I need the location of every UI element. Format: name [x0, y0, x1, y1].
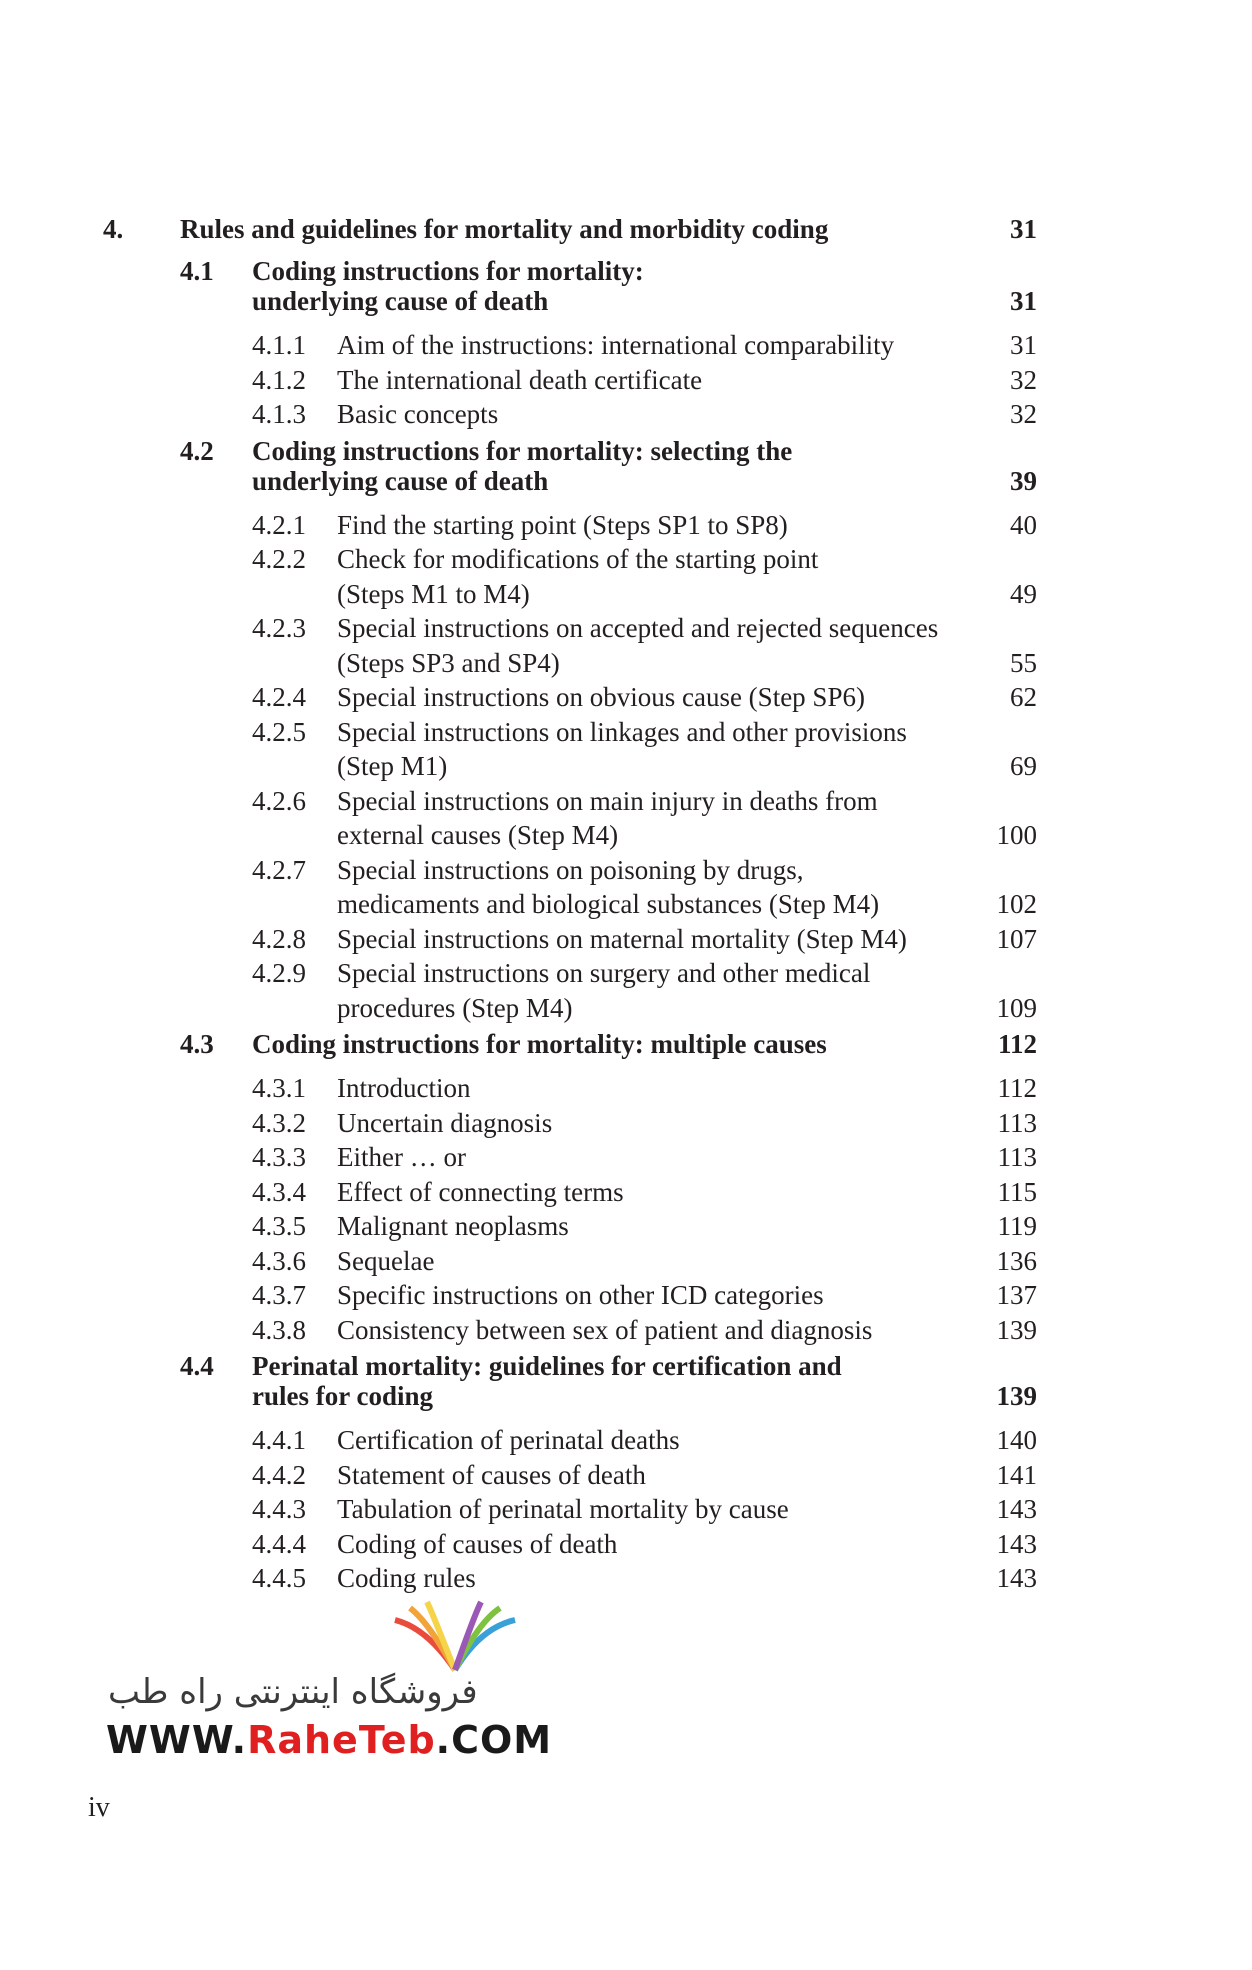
subsection-number: 4.3.6	[252, 1245, 306, 1276]
subsection-number: 4.3.2	[252, 1107, 306, 1138]
subsection-number: 4.4.3	[252, 1494, 306, 1524]
subsection-title: Effect of connecting terms	[337, 1176, 624, 1207]
subsection-page: 115	[997, 1176, 1037, 1207]
section-title: Coding instructions for mortality: selecting the	[252, 435, 793, 466]
subsection-title: Specific instructions on other ICD categories	[337, 1280, 824, 1310]
subsection-number: 4.1.1	[252, 330, 306, 360]
subsection-page: 143	[996, 1563, 1037, 1593]
watermark-persian-text: فروشگاه اینترنتی راه طب	[108, 1672, 478, 1712]
watermark-url-suffix: .COM	[435, 1718, 553, 1762]
section-number: 4.3	[180, 1029, 214, 1059]
section-title: Coding instructions for mortality:	[252, 256, 644, 286]
subsection-title: Special instructions on surgery and other medical	[337, 958, 871, 988]
subsection-title: Special instructions on poisoning by drugs,	[337, 854, 804, 885]
watermark-url-brand: RaheTeb	[247, 1718, 436, 1762]
subsection-title: Sequelae	[337, 1245, 435, 1276]
watermark-url	[106, 1718, 552, 1762]
subsection-page: 32	[1010, 399, 1037, 429]
subsection-title: Malignant neoplasms	[337, 1211, 569, 1241]
subsection-number: 4.4.2	[252, 1459, 306, 1490]
section-title: rules for coding	[252, 1381, 433, 1411]
subsection-number: 4.2.4	[252, 682, 306, 712]
subsection-title: external causes (Step M4)	[337, 820, 619, 850]
subsection-number: 4.3.5	[252, 1211, 306, 1241]
section-title: underlying cause of death	[252, 286, 549, 316]
subsection-page: 139	[996, 1314, 1037, 1345]
subsection-page: 100	[996, 820, 1037, 850]
subsection-title: Aim of the instructions: international comparability	[337, 330, 895, 360]
subsection-title: Statement of causes of death	[337, 1459, 646, 1490]
subsection-page: 40	[1010, 509, 1037, 540]
subsection-title: Special instructions on linkages and other provisions	[337, 716, 907, 747]
subsection-number: 4.1.2	[252, 364, 306, 395]
section-title: Coding instructions for mortality: multiple causes	[252, 1029, 827, 1059]
subsection-number: 4.4.5	[252, 1563, 306, 1593]
subsection-title: Basic concepts	[337, 399, 499, 429]
subsection-title: Tabulation of perinatal mortality by cause	[337, 1494, 789, 1524]
subsection-title: Coding of causes of death	[337, 1528, 618, 1559]
subsection-title: Special instructions on accepted and rejected sequences	[337, 613, 939, 643]
subsection-number: 4.1.3	[252, 399, 306, 429]
subsection-title: (Step M1)	[337, 751, 448, 781]
subsection-title: (Steps SP3 and SP4)	[337, 647, 560, 678]
subsection-title: Uncertain diagnosis	[337, 1107, 553, 1138]
subsection-page: 109	[996, 992, 1037, 1023]
subsection-page: 136	[996, 1245, 1037, 1276]
chapter-page: 31	[1010, 214, 1037, 244]
subsection-title: procedures (Step M4)	[337, 992, 573, 1023]
subsection-page: 102	[996, 889, 1037, 919]
section-title: underlying cause of death	[252, 465, 549, 496]
subsection-number: 4.3.1	[252, 1073, 306, 1103]
subsection-number: 4.2.5	[252, 716, 306, 747]
subsection-page: 69	[1010, 751, 1037, 781]
subsection-page: 31	[1010, 330, 1037, 360]
subsection-number: 4.2.2	[252, 544, 306, 574]
section-page: 139	[996, 1381, 1037, 1411]
subsection-title: Special instructions on main injury in deaths from	[337, 785, 878, 816]
subsection-number: 4.2.3	[252, 613, 306, 643]
subsection-page: 49	[1010, 578, 1037, 609]
subsection-number: 4.3.4	[252, 1176, 306, 1207]
section-page: 112	[997, 1029, 1037, 1059]
subsection-number: 4.2.9	[252, 958, 306, 988]
section-number: 4.1	[180, 256, 214, 286]
subsection-title: Check for modifications of the starting point	[337, 544, 819, 574]
watermark-url-prefix: WWW.	[106, 1718, 248, 1762]
chapter-number: 4.	[103, 214, 124, 244]
subsection-page: 143	[996, 1528, 1037, 1559]
subsection-number: 4.2.6	[252, 785, 306, 816]
subsection-number: 4.3.3	[252, 1142, 306, 1172]
subsection-page: 62	[1010, 682, 1037, 712]
subsection-title: The international death certificate	[337, 364, 703, 395]
subsection-page: 112	[997, 1073, 1037, 1103]
chapter-title: Rules and guidelines for mortality and morbidity coding	[180, 214, 829, 244]
subsection-title: Find the starting point (Steps SP1 to SP8)	[337, 509, 788, 540]
subsection-page: 55	[1010, 647, 1037, 678]
page-folio: iv	[88, 1792, 110, 1823]
subsection-page: 137	[996, 1280, 1037, 1310]
subsection-title: Either … or	[337, 1142, 466, 1172]
open-book-logo-icon	[375, 1600, 535, 1675]
section-number: 4.2	[180, 435, 214, 466]
section-title: Perinatal mortality: guidelines for certification and	[252, 1351, 842, 1381]
section-page: 31	[1010, 286, 1037, 316]
subsection-page: 143	[996, 1494, 1037, 1524]
subsection-title: medicaments and biological substances (Step M4)	[337, 889, 880, 919]
subsection-number: 4.4.4	[252, 1528, 306, 1559]
subsection-number: 4.3.8	[252, 1314, 306, 1345]
subsection-title: Coding rules	[337, 1563, 476, 1593]
subsection-number: 4.2.1	[252, 509, 306, 540]
watermark	[100, 1600, 553, 1770]
section-number: 4.4	[180, 1351, 214, 1381]
section-page: 39	[1010, 465, 1037, 496]
subsection-page: 113	[997, 1142, 1037, 1172]
subsection-title: Special instructions on maternal mortality (Step M4)	[337, 923, 907, 954]
subsection-number: 4.2.8	[252, 923, 306, 954]
subsection-title: Consistency between sex of patient and diagnosis	[337, 1314, 873, 1345]
subsection-title: (Steps M1 to M4)	[337, 578, 530, 609]
subsection-page: 119	[997, 1211, 1037, 1241]
subsection-number: 4.3.7	[252, 1280, 306, 1310]
subsection-title: Introduction	[337, 1073, 471, 1103]
subsection-page: 140	[996, 1425, 1037, 1455]
subsection-title: Special instructions on obvious cause (Step SP6)	[337, 682, 865, 712]
subsection-page: 107	[996, 923, 1037, 954]
subsection-number: 4.2.7	[252, 854, 306, 885]
subsection-page: 141	[996, 1459, 1037, 1490]
subsection-page: 113	[997, 1107, 1037, 1138]
subsection-title: Certification of perinatal deaths	[337, 1425, 680, 1455]
subsection-number: 4.4.1	[252, 1425, 306, 1455]
subsection-page: 32	[1010, 364, 1037, 395]
